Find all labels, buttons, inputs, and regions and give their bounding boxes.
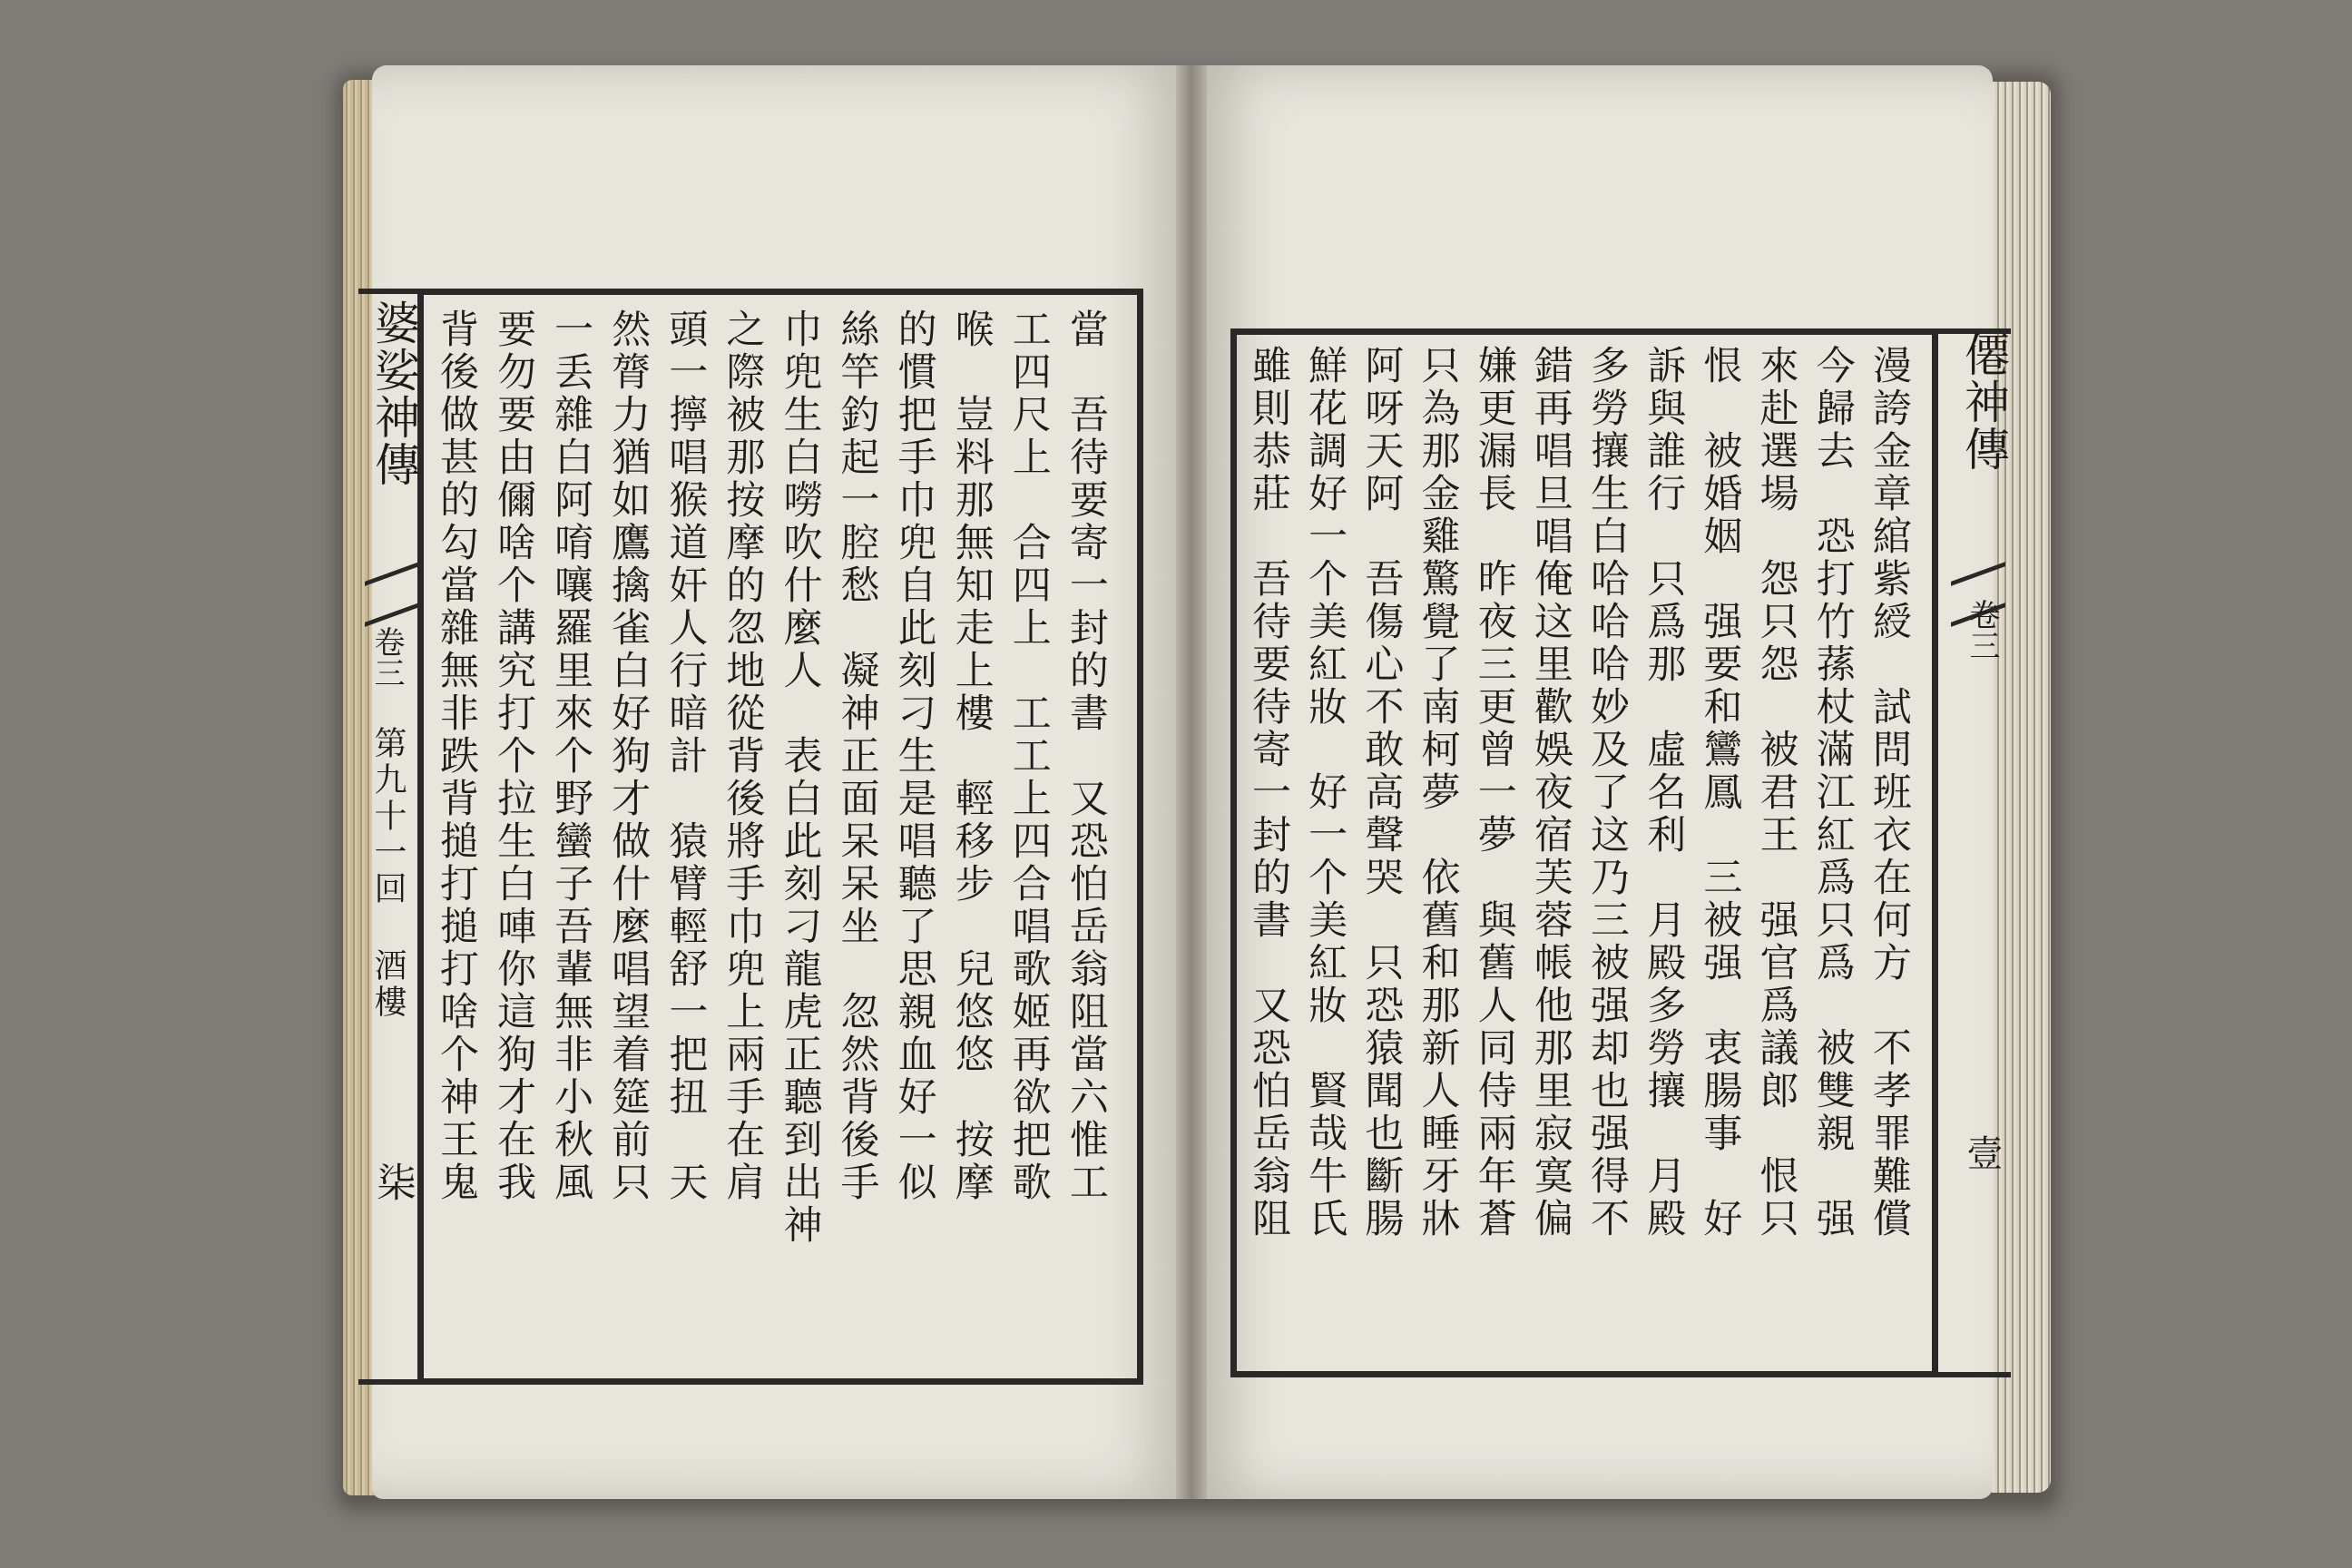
text-column: 來赴選場 怨只怨 被君王 强官爲議郎 恨只 bbox=[1753, 345, 1799, 1240]
right-text-columns bbox=[1243, 345, 1915, 1361]
text-column: 喉 豈料那無知走上樓 輕移步 兒悠悠 按摩 bbox=[948, 309, 995, 1204]
left-margin-page-number: 柒 bbox=[369, 1161, 416, 1201]
text-column: 巾兜生白嘮吹什麼人 表白此刻刁龍虎正聽到出神 bbox=[777, 309, 823, 1247]
left-margin-title: 婆娑神傳 bbox=[368, 299, 420, 488]
text-column: 恨 被婚姻 强要和鸞鳳 三被强 衷腸事 好 bbox=[1697, 345, 1743, 1240]
text-column: 絲竿釣起一腔愁 凝神正面呆呆坐 忽然背後手 bbox=[834, 309, 880, 1204]
right-margin-title: 僊神傳 bbox=[1957, 331, 2010, 473]
text-column: 只為那金雞驚覺了南柯夢 依舊和那新人睡牙牀 bbox=[1415, 345, 1461, 1240]
text-column: 今歸去 恐打竹蓀杖滿江紅爲只爲 被雙親 强 bbox=[1809, 345, 1856, 1240]
text-column: 嫌更漏長 昨夜三更曾一夢 與舊人同侍兩年蒼 bbox=[1471, 345, 1517, 1240]
text-column: 的慣把手巾兜自此刻刁生是唱聽了思親血好一似 bbox=[891, 309, 937, 1204]
left-text-columns bbox=[431, 309, 1112, 1361]
text-column: 漫誇金章綰紫綬 試問班衣在何方 不孝罪難償 bbox=[1866, 345, 1912, 1240]
text-column: 多勞攘生白哈哈哈妙及了这乃三被强却也强得不 bbox=[1584, 345, 1631, 1240]
right-margin-volume: 卷三 bbox=[1964, 599, 2000, 661]
text-column: 頭一擰唱猴道奸人行暗計 猿臂輕舒一把扭 天 bbox=[662, 309, 709, 1204]
text-column: 訴與誰行 只爲那 虛名利 月殿多勞攘 月殿 bbox=[1641, 345, 1687, 1240]
text-column: 背後做甚的勾當雜無非跌背搥打搥打啥个神王鬼 bbox=[434, 309, 479, 1204]
text-column: 工四尺上 合四上 工工上四合唱歌姬再欲把歌 bbox=[1005, 309, 1052, 1204]
text-column: 要勿要由儞啥个講究打个拉生白唓你這狗才在我 bbox=[491, 309, 537, 1204]
left-margin-chapter: 第九十一回 酒樓 bbox=[369, 726, 407, 1021]
text-column: 一丢雜白阿唷嚷羅里來个野蠻子吾輩無非小秋風 bbox=[548, 309, 594, 1204]
text-column: 之際被那按摩的忽地從背後將手巾兜上兩手在肩 bbox=[720, 309, 766, 1204]
text-column: 錯再唱旦唱俺这里歡娛夜宿芙蓉帳他那里寂寞偏 bbox=[1527, 345, 1573, 1240]
right-margin-page-number: 壹 bbox=[1961, 1134, 2003, 1171]
text-column: 鮮花調好一个美紅妝 好一个美紅妝 賢哉牛氏 bbox=[1302, 345, 1348, 1240]
text-column: 當 吾待要寄一封的書 又恐怕岳翁阻當六惟工 bbox=[1063, 309, 1109, 1204]
book-gutter bbox=[1176, 65, 1207, 1499]
text-column: 雖則恭莊 吾待要待寄一封的書 又恐怕岳翁阻 bbox=[1246, 345, 1291, 1240]
text-column: 然膂力猶如鷹擒雀白好狗才做什麼唱望着筵前只 bbox=[605, 309, 652, 1204]
text-column: 阿呀天阿 吾傷心不敢高聲哭 只恐猿聞也斷腸 bbox=[1358, 345, 1405, 1240]
left-margin-volume: 卷三 bbox=[368, 626, 405, 688]
